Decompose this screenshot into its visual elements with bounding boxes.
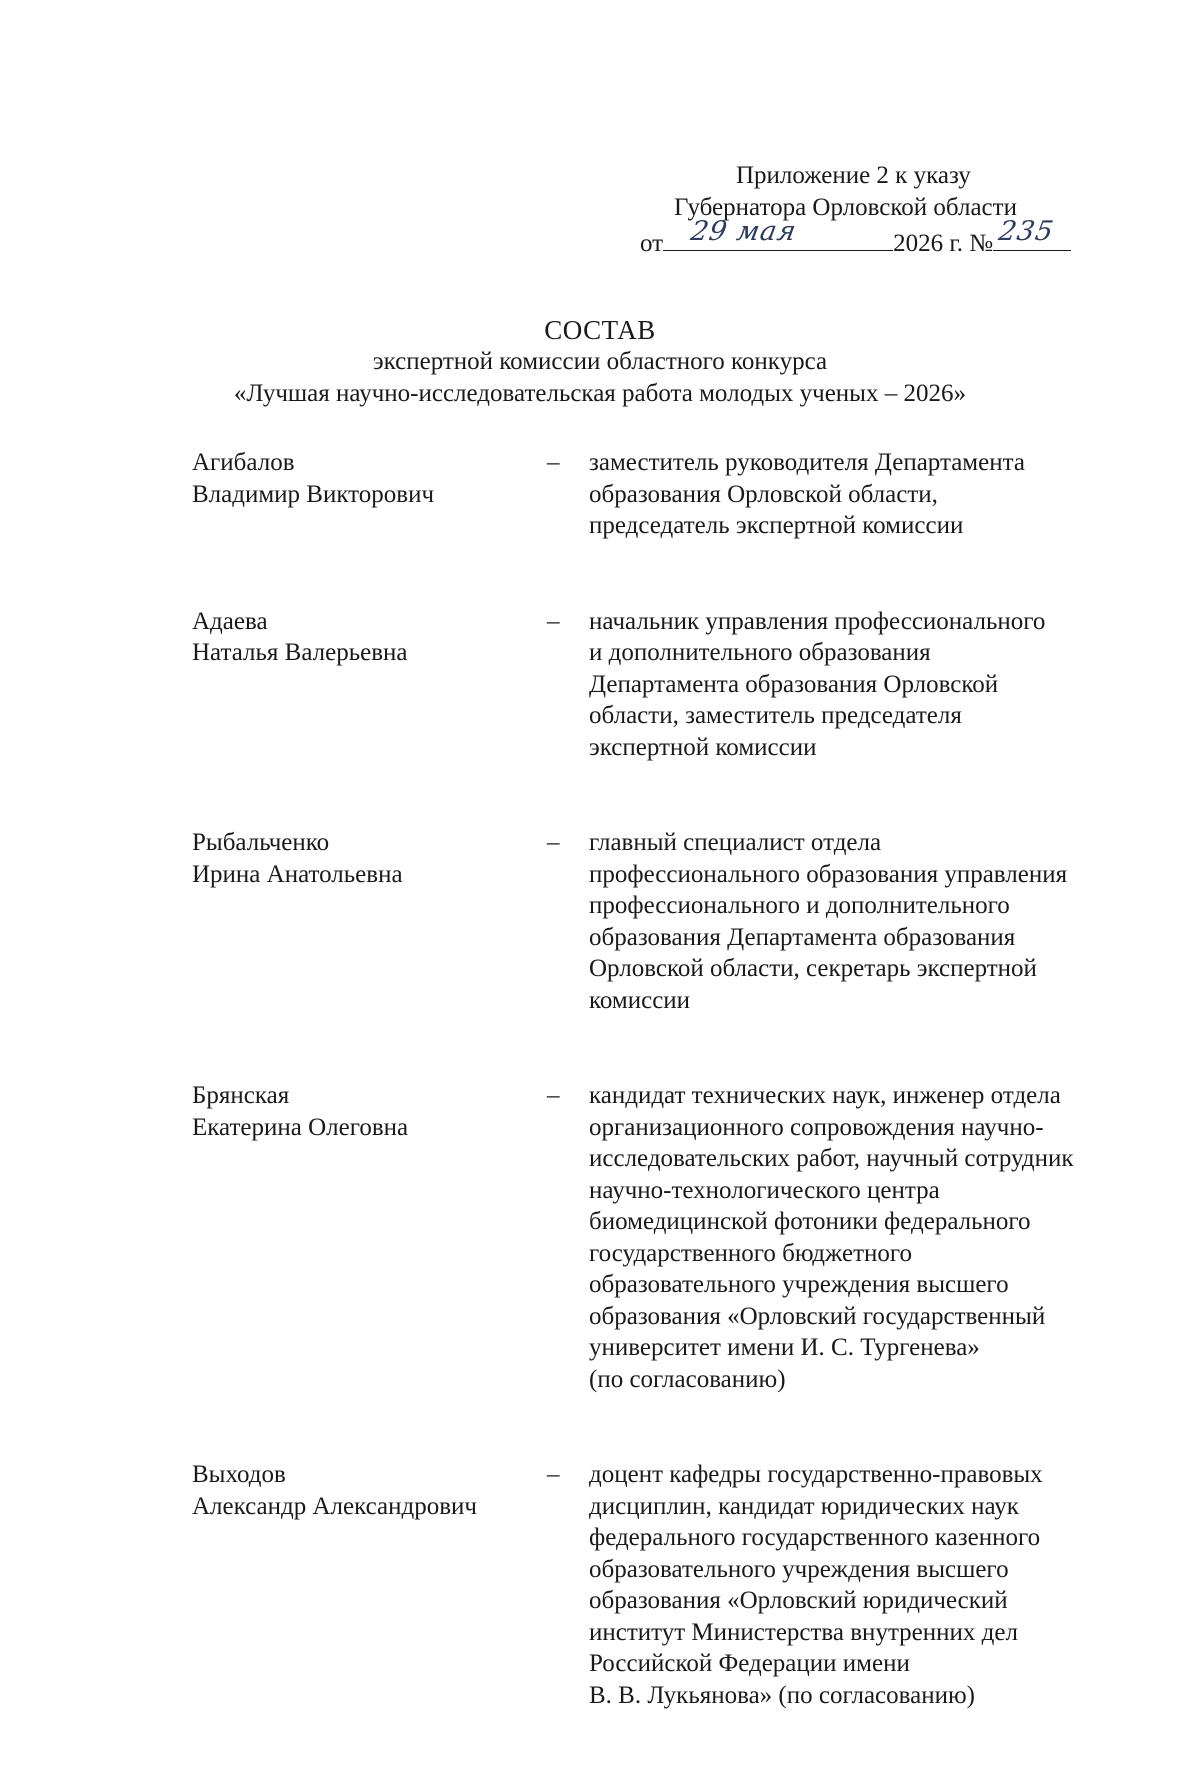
appendix-line-1: Приложение 2 к указу — [736, 162, 971, 189]
handwritten-date: 29 мая — [688, 216, 800, 247]
member-name — [192, 447, 547, 542]
heading-line-3: «Лучшая научно-исследовательская работа молодых ученых – 2026» — [234, 380, 966, 407]
member-given-names: Наталья Валерьевна — [192, 639, 408, 666]
member-given-names: Екатерина Олеговна — [192, 1113, 409, 1141]
member-entry — [192, 1459, 1122, 1711]
members-list — [192, 447, 1122, 1775]
member-surname: Адаева — [192, 607, 268, 635]
appendix-header — [640, 160, 1100, 260]
member-surname: Выходов — [192, 1461, 286, 1488]
member-dash: – — [547, 607, 560, 635]
from-label: от — [640, 230, 664, 257]
member-surname: Брянская — [192, 1082, 290, 1109]
member-role: главный специалист отдела профессионального образования управления профессионального и дополнительного образования Департамента образования Орловской области, секретарь экспертной комиссии — [589, 829, 1068, 1014]
member-entry — [192, 827, 1122, 1016]
member-dash: – — [547, 1082, 560, 1109]
date-blank — [663, 216, 893, 251]
handwritten-number: 235 — [996, 216, 1057, 247]
member-name — [192, 606, 547, 764]
member-surname: Агибалов — [192, 449, 295, 476]
member-name — [192, 1459, 547, 1711]
heading-line-2: экспертной комиссии областного конкурса — [372, 348, 828, 375]
member-role: доцент кафедры государственно-правовых дисциплин, кандидат юридических наук федерального государственного казенного образовательного учреждения высшего образования «Орловский юридический институт Министерства внутренних дел Российской Федерации имени В. В. Лукьянова» (по согласованию) — [589, 1461, 1043, 1709]
member-role: кандидат технических наук, инженер отдела организационного сопровождения научно- исследовательских работ, научный сотрудник научно-технологического центра биомедицинской фотоники федерального государственного бюджетного образовательного учреждения высшего образования «Орловский государственный университет имени И. С. Тургенева» (по согласованию) — [589, 1082, 1074, 1393]
member-role: заместитель руководителя Департамента образования Орловской области, председатель экспертной комиссии — [589, 449, 1025, 539]
member-dash: – — [547, 1461, 560, 1488]
number-blank — [993, 216, 1071, 251]
document-title: СОСТАВ — [544, 315, 656, 345]
member-dash: – — [547, 829, 560, 856]
member-name — [192, 1080, 547, 1395]
appendix-date-line — [640, 216, 1100, 260]
year-number-label: 2026 г. № — [893, 230, 994, 257]
appendix-line-2: Губернатора Орловской области — [674, 194, 1017, 221]
member-given-names: Ирина Анатольевна — [192, 860, 403, 888]
member-dash: – — [547, 449, 560, 476]
member-entry — [192, 447, 1122, 542]
member-entry — [192, 1080, 1122, 1395]
document-heading — [0, 314, 1200, 410]
member-given-names: Владимир Викторович — [192, 480, 435, 508]
member-given-names: Александр Александрович — [192, 1492, 477, 1520]
member-role: начальник управления профессионального и дополнительного образования Департамента образования Орловской области, заместитель председателя экспертной комиссии — [589, 607, 1046, 761]
member-name — [192, 827, 547, 1016]
member-entry — [192, 606, 1122, 764]
member-surname: Рыбальченко — [192, 829, 330, 856]
